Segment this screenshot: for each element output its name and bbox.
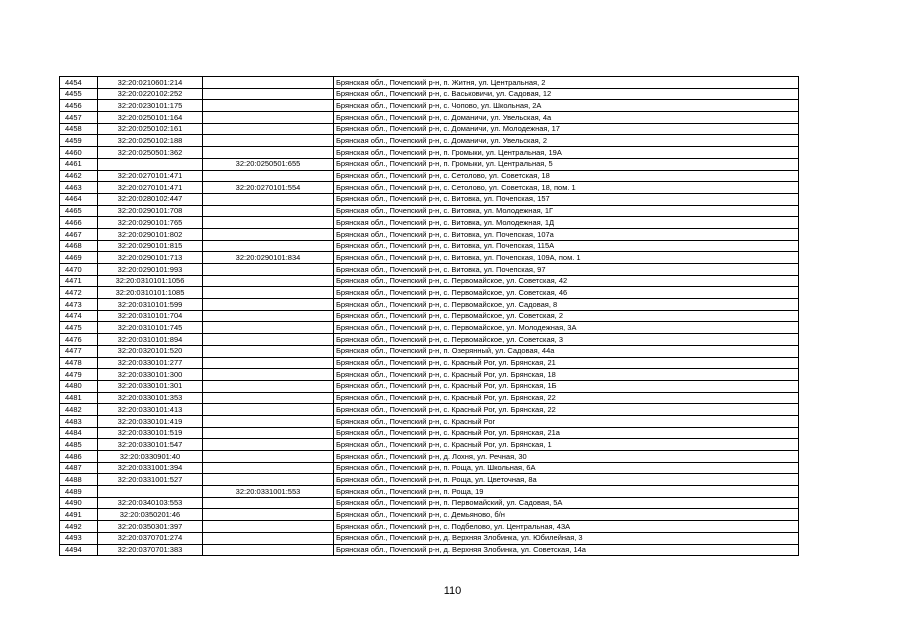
building-cadastral-number-cell [203,147,334,159]
row-number-cell: 4476 [60,334,98,346]
building-cadastral-number-cell [203,77,334,89]
row-number-cell: 4470 [60,264,98,276]
cadastral-number-cell: 32:20:0330101:519 [98,427,203,439]
address-cell: Брянская обл., Почепский р-н, с. Витовка, ул. Почепская, 157 [334,193,799,205]
building-cadastral-number-cell [203,392,334,404]
row-number-cell: 4487 [60,462,98,474]
row-number-cell: 4467 [60,228,98,240]
address-cell: Брянская обл., Почепский р-н, п. Роща, ул. Школьная, 6А [334,462,799,474]
table-row [60,170,799,182]
table-row [60,299,799,311]
cadastral-number-cell: 32:20:0340103:553 [98,497,203,509]
row-number-cell: 4489 [60,486,98,498]
address-cell: Брянская обл., Почепский р-н, д. Лохня, ул. Речная, 30 [334,451,799,463]
table-row [60,322,799,334]
table-row [60,486,799,498]
building-cadastral-number-cell [203,322,334,334]
row-number-cell: 4482 [60,404,98,416]
cadastral-number-cell: 32:20:0370701:383 [98,544,203,556]
cadastral-number-cell: 32:20:0250102:188 [98,135,203,147]
cadastral-number-cell: 32:20:0330901:40 [98,451,203,463]
address-cell: Брянская обл., Почепский р-н, с. Красный Рог, ул. Брянская, 22 [334,392,799,404]
address-cell: Брянская обл., Почепский р-н, д. Верхняя Злобинка, ул. Юбилейная, 3 [334,532,799,544]
row-number-cell: 4461 [60,158,98,170]
cadastral-number-cell: 32:20:0250101:164 [98,112,203,124]
row-number-cell: 4471 [60,275,98,287]
table-row [60,462,799,474]
row-number-cell: 4456 [60,100,98,112]
row-number-cell: 4478 [60,357,98,369]
building-cadastral-number-cell: 32:20:0250501:655 [203,158,334,170]
address-cell: Брянская обл., Почепский р-н, с. Доманичи, ул. Увельская, 2 [334,135,799,147]
building-cadastral-number-cell [203,100,334,112]
row-number-cell: 4474 [60,310,98,322]
cadastral-number-cell: 32:20:0330101:547 [98,439,203,451]
row-number-cell: 4481 [60,392,98,404]
building-cadastral-number-cell [203,415,334,427]
row-number-cell: 4458 [60,123,98,135]
table-row [60,439,799,451]
building-cadastral-number-cell [203,439,334,451]
address-cell: Брянская обл., Почепский р-н, с. Красный Рог [334,415,799,427]
table-row [60,310,799,322]
building-cadastral-number-cell [203,451,334,463]
table-row [60,357,799,369]
table-row [60,88,799,100]
row-number-cell: 4468 [60,240,98,252]
cadastral-number-cell: 32:20:0310101:704 [98,310,203,322]
address-cell: Брянская обл., Почепский р-н, с. Витовка, ул. Молодежная, 1Г [334,205,799,217]
table-row [60,147,799,159]
cadastral-number-cell: 32:20:0310101:745 [98,322,203,334]
building-cadastral-number-cell [203,369,334,381]
table-row [60,415,799,427]
property-table-body [60,77,799,556]
cadastral-number-cell: 32:20:0250102:161 [98,123,203,135]
building-cadastral-number-cell [203,112,334,124]
building-cadastral-number-cell [203,193,334,205]
cadastral-number-cell: 32:20:0310101:1085 [98,287,203,299]
row-number-cell: 4455 [60,88,98,100]
row-number-cell: 4463 [60,182,98,194]
address-cell: Брянская обл., Почепский р-н, с. Подбелово, ул. Центральная, 43А [334,521,799,533]
address-cell: Брянская обл., Почепский р-н, с. Витовка, ул. Почепская, 107а [334,228,799,240]
row-number-cell: 4459 [60,135,98,147]
cadastral-number-cell: 32:20:0330101:300 [98,369,203,381]
row-number-cell: 4475 [60,322,98,334]
building-cadastral-number-cell [203,357,334,369]
cadastral-number-cell: 32:20:0290101:765 [98,217,203,229]
cadastral-number-cell: 32:20:0220102:252 [98,88,203,100]
address-cell: Брянская обл., Почепский р-н, п. Житня, ул. Центральная, 2 [334,77,799,89]
address-cell: Брянская обл., Почепский р-н, с. Витовка, ул. Почепская, 115А [334,240,799,252]
row-number-cell: 4473 [60,299,98,311]
building-cadastral-number-cell [203,544,334,556]
cadastral-number-cell: 32:20:0331001:527 [98,474,203,486]
building-cadastral-number-cell [203,170,334,182]
cadastral-number-cell: 32:20:0330101:353 [98,392,203,404]
table-row [60,287,799,299]
building-cadastral-number-cell [203,521,334,533]
address-cell: Брянская обл., Почепский р-н, с. Доманичи, ул. Увельская, 4а [334,112,799,124]
address-cell: Брянская обл., Почепский р-н, с. Сетолово, ул. Советская, 18, пом. 1 [334,182,799,194]
address-cell: Брянская обл., Почепский р-н, с. Красный Рог, ул. Брянская, 22 [334,404,799,416]
address-cell: Брянская обл., Почепский р-н, с. Красный Рог, ул. Брянская, 1 [334,439,799,451]
building-cadastral-number-cell [203,205,334,217]
cadastral-number-cell: 32:20:0250501:362 [98,147,203,159]
cadastral-number-cell: 32:20:0370701:274 [98,532,203,544]
table-row [60,345,799,357]
row-number-cell: 4464 [60,193,98,205]
page-number: 110 [443,585,462,597]
cadastral-number-cell: 32:20:0350201:46 [98,509,203,521]
building-cadastral-number-cell [203,310,334,322]
table-row [60,451,799,463]
table-row [60,380,799,392]
cadastral-number-cell: 32:20:0310101:1056 [98,275,203,287]
row-number-cell: 4460 [60,147,98,159]
cadastral-number-cell: 32:20:0270101:471 [98,170,203,182]
table-row [60,240,799,252]
cadastral-number-cell: 32:20:0310101:894 [98,334,203,346]
table-row [60,100,799,112]
row-number-cell: 4480 [60,380,98,392]
cadastral-number-cell: 32:20:0270101:471 [98,182,203,194]
building-cadastral-number-cell [203,135,334,147]
address-cell: Брянская обл., Почепский р-н, с. Васьковичи, ул. Садовая, 12 [334,88,799,100]
table-row [60,544,799,556]
table-row [60,77,799,89]
cadastral-number-cell: 32:20:0310101:599 [98,299,203,311]
cadastral-number-cell: 32:20:0330101:413 [98,404,203,416]
address-cell: Брянская обл., Почепский р-н, с. Первомайское, ул. Садовая, 8 [334,299,799,311]
cadastral-number-cell: 32:20:0280102:447 [98,193,203,205]
address-cell: Брянская обл., Почепский р-н, с. Витовка, ул. Молодежная, 1Д [334,217,799,229]
building-cadastral-number-cell [203,240,334,252]
address-cell: Брянская обл., Почепский р-н, с. Первомайское, ул. Советская, 3 [334,334,799,346]
address-cell: Брянская обл., Почепский р-н, п. Роща, 19 [334,486,799,498]
building-cadastral-number-cell [203,88,334,100]
address-cell: Брянская обл., Почепский р-н, с. Первомайское, ул. Советская, 2 [334,310,799,322]
building-cadastral-number-cell [203,228,334,240]
table-row [60,427,799,439]
address-cell: Брянская обл., Почепский р-н, с. Витовка, ул. Почепская, 109А, пом. 1 [334,252,799,264]
cadastral-number-cell: 32:20:0290101:802 [98,228,203,240]
cadastral-number-cell: 32:20:0330101:419 [98,415,203,427]
cadastral-number-cell [98,486,203,498]
address-cell: Брянская обл., Почепский р-н, с. Чопово, ул. Школьная, 2А [334,100,799,112]
table-row [60,123,799,135]
cadastral-number-cell: 32:20:0210601:214 [98,77,203,89]
cadastral-number-cell: 32:20:0350301:397 [98,521,203,533]
row-number-cell: 4485 [60,439,98,451]
table-row [60,112,799,124]
property-table [59,76,799,556]
building-cadastral-number-cell [203,404,334,416]
table-row [60,521,799,533]
building-cadastral-number-cell [203,287,334,299]
table-row [60,334,799,346]
building-cadastral-number-cell: 32:20:0290101:834 [203,252,334,264]
cadastral-number-cell: 32:20:0290101:815 [98,240,203,252]
address-cell: Брянская обл., Почепский р-н, п. Роща, ул. Цветочная, 8а [334,474,799,486]
row-number-cell: 4486 [60,451,98,463]
building-cadastral-number-cell [203,497,334,509]
cadastral-number-cell: 32:20:0230101:175 [98,100,203,112]
row-number-cell: 4492 [60,521,98,533]
building-cadastral-number-cell [203,462,334,474]
table-row [60,264,799,276]
building-cadastral-number-cell [203,380,334,392]
table-row [60,497,799,509]
building-cadastral-number-cell [203,334,334,346]
row-number-cell: 4462 [60,170,98,182]
cadastral-number-cell: 32:20:0330101:277 [98,357,203,369]
row-number-cell: 4494 [60,544,98,556]
table-row [60,193,799,205]
address-cell: Брянская обл., Почепский р-н, с. Витовка, ул. Почепская, 97 [334,264,799,276]
building-cadastral-number-cell [203,299,334,311]
building-cadastral-number-cell [203,509,334,521]
row-number-cell: 4454 [60,77,98,89]
address-cell: Брянская обл., Почепский р-н, п. Первомайский, ул. Садовая, 5А [334,497,799,509]
address-cell: Брянская обл., Почепский р-н, п. Озерянный, ул. Садовая, 44а [334,345,799,357]
address-cell: Брянская обл., Почепский р-н, д. Верхняя Злобинка, ул. Советская, 14а [334,544,799,556]
table-row [60,228,799,240]
table-row [60,182,799,194]
table-row [60,474,799,486]
row-number-cell: 4479 [60,369,98,381]
row-number-cell: 4469 [60,252,98,264]
row-number-cell: 4477 [60,345,98,357]
row-number-cell: 4491 [60,509,98,521]
cadastral-number-cell: 32:20:0331001:394 [98,462,203,474]
address-cell: Брянская обл., Почепский р-н, с. Красный Рог, ул. Брянская, 18 [334,369,799,381]
address-cell: Брянская обл., Почепский р-н, с. Красный Рог, ул. Брянская, 21 [334,357,799,369]
cadastral-number-cell: 32:20:0320101:520 [98,345,203,357]
cadastral-number-cell: 32:20:0330101:301 [98,380,203,392]
building-cadastral-number-cell [203,275,334,287]
building-cadastral-number-cell [203,427,334,439]
cadastral-number-cell: 32:20:0290101:713 [98,252,203,264]
cadastral-number-cell [98,158,203,170]
table-row [60,158,799,170]
building-cadastral-number-cell [203,532,334,544]
table-row [60,369,799,381]
table-row [60,532,799,544]
address-cell: Брянская обл., Почепский р-н, с. Первомайское, ул. Советская, 42 [334,275,799,287]
cadastral-number-cell: 32:20:0290101:993 [98,264,203,276]
address-cell: Брянская обл., Почепский р-н, с. Демьяново, б/н [334,509,799,521]
table-row [60,135,799,147]
row-number-cell: 4483 [60,415,98,427]
row-number-cell: 4466 [60,217,98,229]
address-cell: Брянская обл., Почепский р-н, с. Доманичи, ул. Молодежная, 17 [334,123,799,135]
table-row [60,205,799,217]
table-row [60,509,799,521]
address-cell: Брянская обл., Почепский р-н, с. Красный Рог, ул. Брянская, 1Б [334,380,799,392]
row-number-cell: 4484 [60,427,98,439]
address-cell: Брянская обл., Почепский р-н, с. Первомайское, ул. Советская, 46 [334,287,799,299]
row-number-cell: 4493 [60,532,98,544]
row-number-cell: 4488 [60,474,98,486]
building-cadastral-number-cell: 32:20:0331001:553 [203,486,334,498]
table-row [60,217,799,229]
building-cadastral-number-cell [203,345,334,357]
address-cell: Брянская обл., Почепский р-н, с. Первомайское, ул. Молодежная, 3А [334,322,799,334]
row-number-cell: 4457 [60,112,98,124]
building-cadastral-number-cell [203,474,334,486]
row-number-cell: 4472 [60,287,98,299]
building-cadastral-number-cell [203,123,334,135]
building-cadastral-number-cell: 32:20:0270101:554 [203,182,334,194]
address-cell: Брянская обл., Почепский р-н, п. Громыки, ул. Центральная, 19А [334,147,799,159]
table-row [60,392,799,404]
table-row [60,404,799,416]
row-number-cell: 4465 [60,205,98,217]
cadastral-number-cell: 32:20:0290101:708 [98,205,203,217]
row-number-cell: 4490 [60,497,98,509]
address-cell: Брянская обл., Почепский р-н, с. Сетолово, ул. Советская, 18 [334,170,799,182]
address-cell: Брянская обл., Почепский р-н, с. Красный Рог, ул. Брянская, 21а [334,427,799,439]
building-cadastral-number-cell [203,264,334,276]
building-cadastral-number-cell [203,217,334,229]
address-cell: Брянская обл., Почепский р-н, п. Громыки, ул. Центральная, 5 [334,158,799,170]
table-row [60,252,799,264]
table-row [60,275,799,287]
